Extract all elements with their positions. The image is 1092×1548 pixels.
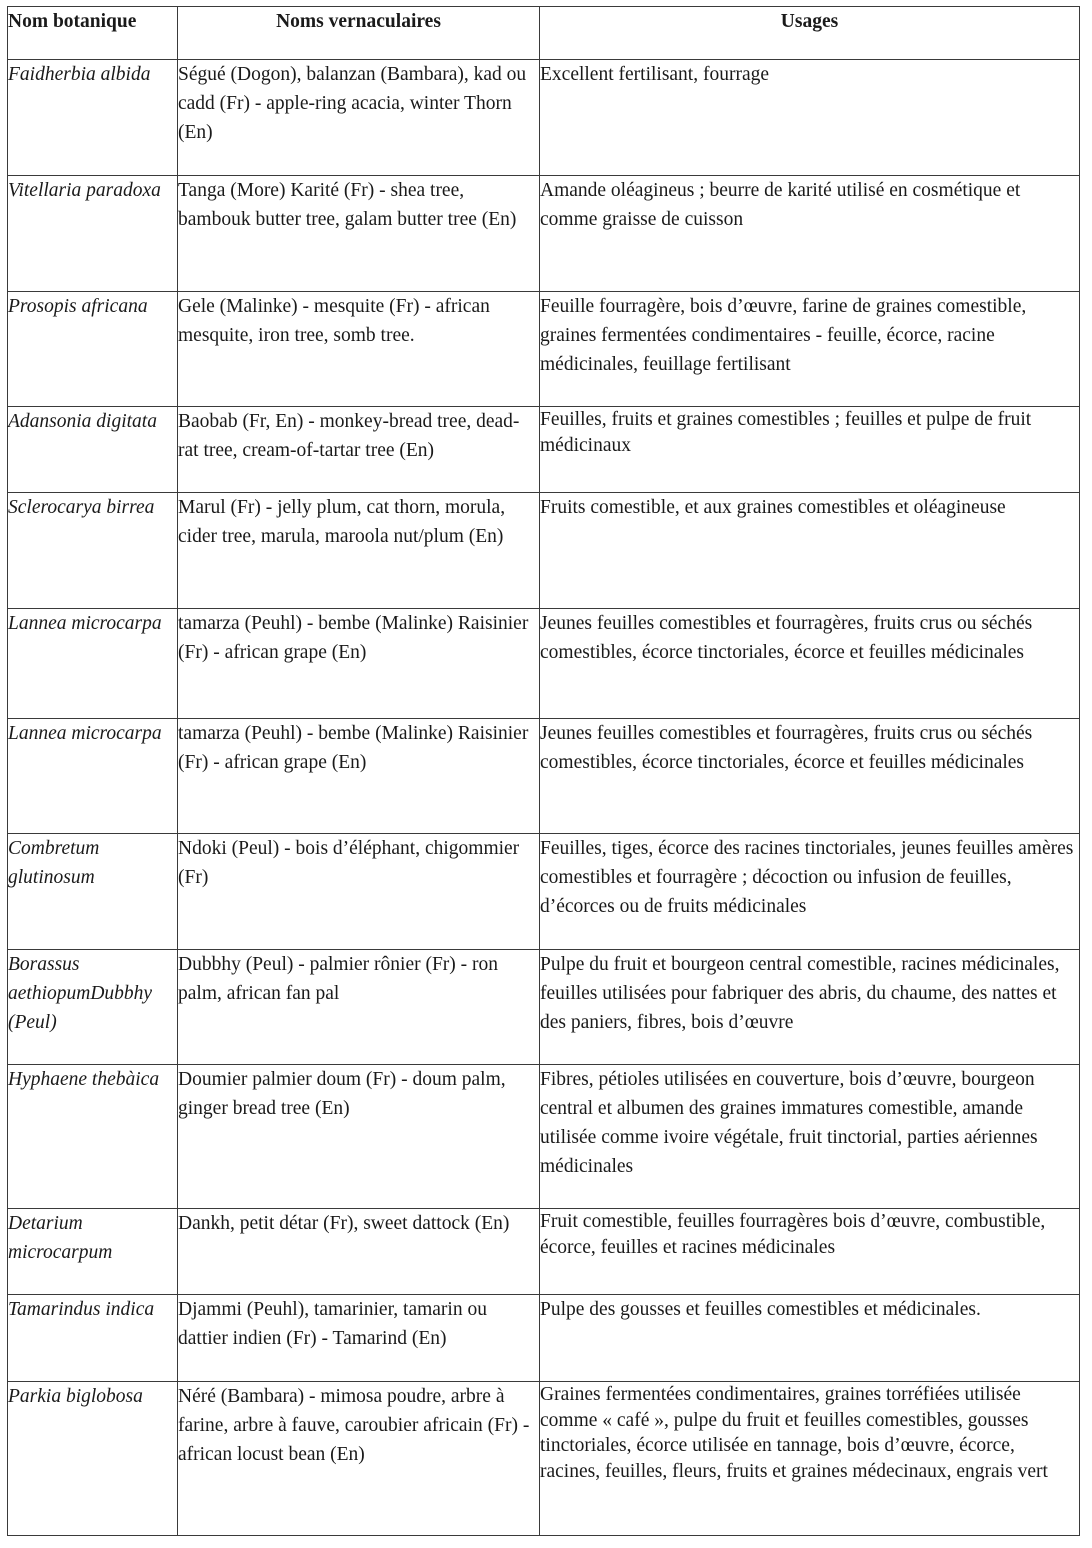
botanical-name-cell: Vitellaria paradoxa [8, 176, 178, 292]
botanical-name-cell: Lannea microcarpa [8, 609, 178, 719]
table-row [8, 1295, 1080, 1382]
botanical-name-cell: Hyphaene thebàica [8, 1065, 178, 1209]
vernacular-names-cell: tamarza (Peuhl) - bembe (Malinke) Raisinier (Fr) - african grape (En) [178, 609, 540, 719]
botanical-name-cell: Adansonia digitata [8, 407, 178, 493]
table-row [8, 950, 1080, 1065]
usages-cell: Pulpe du fruit et bourgeon central comestible, racines médicinales, feuilles utilisées pour fabriquer des abris, du chaume, des nattes et des paniers, fibres, bois d’œuvre [540, 950, 1080, 1065]
botanical-name-cell: Parkia biglobosa [8, 1382, 178, 1536]
table-row [8, 60, 1080, 176]
table-row [8, 1382, 1080, 1536]
vernacular-names-cell: Ndoki (Peul) - bois d’éléphant, chigommier (Fr) [178, 834, 540, 950]
botanical-name-cell: Detarium microcarpum [8, 1209, 178, 1295]
table-row [8, 609, 1080, 719]
vernacular-names-cell: Gele (Malinke) - mesquite (Fr) - african mesquite, iron tree, somb tree. [178, 292, 540, 407]
botanical-name-cell: Borassus aethiopumDubbhy (Peul) [8, 950, 178, 1065]
usages-cell: Jeunes feuilles comestibles et fourragères, fruits crus ou séchés comestibles, écorce tinctoriales, écorce et feuilles médicinales [540, 609, 1080, 719]
vernacular-names-cell: Néré (Bambara) - mimosa poudre, arbre à farine, arbre à fauve, caroubier africain (Fr) - african locust bean (En) [178, 1382, 540, 1536]
botanical-name-cell: Combretum glutinosum [8, 834, 178, 950]
botanical-name-cell: Prosopis africana [8, 292, 178, 407]
botanical-name-cell: Tamarindus indica [8, 1295, 178, 1382]
table-row [8, 1065, 1080, 1209]
table-row [8, 493, 1080, 609]
usages-cell: Graines fermentées condimentaires, graines torréfiées utilisée comme « café », pulpe du fruit et feuilles comestibles, gousses tinctoriales, écorce utilisée en tannage, bois d’œuvre, écorce, racines, feuilles, fleurs, fruits et graines médecinaux, engrais vert [540, 1382, 1080, 1536]
usages-cell: Excellent fertilisant, fourrage [540, 60, 1080, 176]
usages-cell: Amande oléagineus ; beurre de karité utilisé en cosmétique et comme graisse de cuisson [540, 176, 1080, 292]
usages-cell: Fibres, pétioles utilisées en couverture, bois d’œuvre, bourgeon central et albumen des graines immatures comestible, amande utilisée comme ivoire végétale, fruit tinctorial, parties aériennes médicinales [540, 1065, 1080, 1209]
botanical-name-cell: Sclerocarya birrea [8, 493, 178, 609]
usages-cell: Fruit comestible, feuilles fourragères bois d’œuvre, combustible, écorce, feuilles et racines médicinales [540, 1209, 1080, 1295]
table-row [8, 834, 1080, 950]
botanical-name-cell: Faidherbia albida [8, 60, 178, 176]
vernacular-names-cell: Tanga (More) Karité (Fr) - shea tree, bambouk butter tree, galam butter tree (En) [178, 176, 540, 292]
usages-cell: Feuilles, tiges, écorce des racines tinctoriales, jeunes feuilles amères comestibles et fourragère ; décoction ou infusion de feuilles, d’écorces ou de fruits médicinales [540, 834, 1080, 950]
vernacular-names-cell: Dankh, petit détar (Fr), sweet dattock (En) [178, 1209, 540, 1295]
usages-cell: Jeunes feuilles comestibles et fourragères, fruits crus ou séchés comestibles, écorce tinctoriales, écorce et feuilles médicinales [540, 719, 1080, 834]
usages-cell: Feuille fourragère, bois d’œuvre, farine de graines comestible, graines fermentées condimentaires - feuille, écorce, racine médicinales, feuillage fertilisant [540, 292, 1080, 407]
table-row [8, 176, 1080, 292]
table-row [8, 407, 1080, 493]
plants-table [7, 6, 1080, 1536]
table-row [8, 292, 1080, 407]
vernacular-names-cell: Dubbhy (Peul) - palmier rônier (Fr) - ron palm, african fan pal [178, 950, 540, 1065]
header-botanical-name: Nom botanique [8, 7, 178, 60]
usages-cell: Pulpe des gousses et feuilles comestibles et médicinales. [540, 1295, 1080, 1382]
vernacular-names-cell: Djammi (Peuhl), tamarinier, tamarin ou dattier indien (Fr) - Tamarind (En) [178, 1295, 540, 1382]
vernacular-names-cell: Ségué (Dogon), balanzan (Bambara), kad ou cadd (Fr) - apple-ring acacia, winter Thorn (En) [178, 60, 540, 176]
usages-cell: Fruits comestible, et aux graines comestibles et oléagineuse [540, 493, 1080, 609]
table-row [8, 719, 1080, 834]
vernacular-names-cell: Baobab (Fr, En) - monkey-bread tree, dead-rat tree, cream-of-tartar tree (En) [178, 407, 540, 493]
header-row [8, 7, 1080, 60]
usages-cell: Feuilles, fruits et graines comestibles ; feuilles et pulpe de fruit médicinaux [540, 407, 1080, 493]
vernacular-names-cell: Doumier palmier doum (Fr) - doum palm, ginger bread tree (En) [178, 1065, 540, 1209]
vernacular-names-cell: tamarza (Peuhl) - bembe (Malinke) Raisinier (Fr) - african grape (En) [178, 719, 540, 834]
table-row [8, 1209, 1080, 1295]
vernacular-names-cell: Marul (Fr) - jelly plum, cat thorn, morula, cider tree, marula, maroola nut/plum (En) [178, 493, 540, 609]
botanical-name-cell: Lannea microcarpa [8, 719, 178, 834]
header-vernacular-names: Noms vernaculaires [178, 7, 540, 60]
header-usages: Usages [540, 7, 1080, 60]
